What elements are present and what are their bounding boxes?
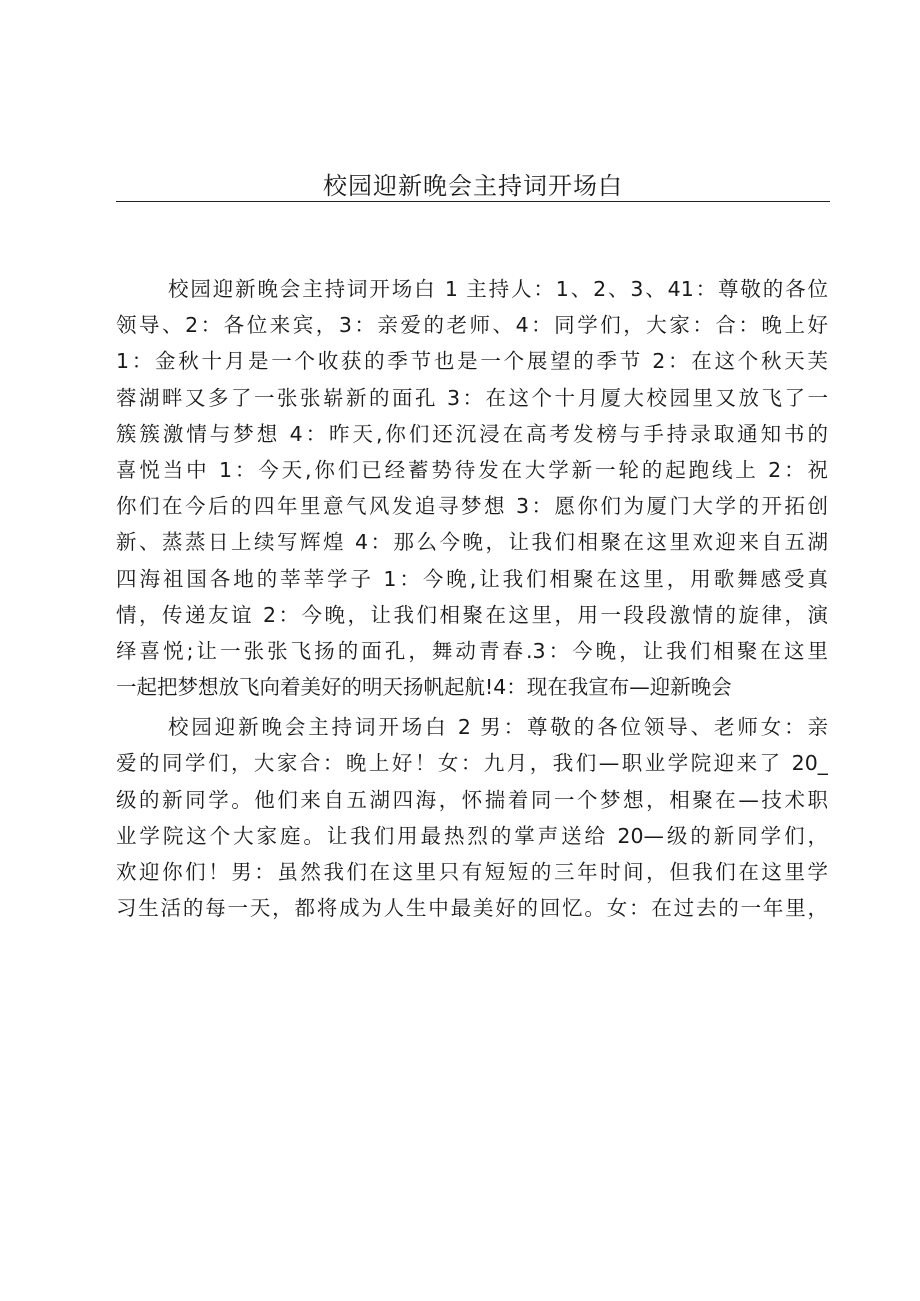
text-line: 校园迎新晚会主持词开场白 2 男：尊敬的各位领导、老师女：亲 <box>168 715 828 740</box>
text-line: 级的新同学。他们来自五湖四海，怀揣着同一个梦想，相聚在—技术职 <box>116 787 828 812</box>
text-line: 习生活的每一天，都将成为人生中最美好的回忆。女：在过去的一年里， <box>116 896 828 921</box>
text-line: 四海祖国各地的莘莘学子 1：今晚,让我们相聚在这里，用歌舞感受真 <box>116 566 828 591</box>
text-line: 你们在今后的四年里意气风发追寻梦想 3：愿你们为厦门大学的开拓创 <box>116 494 828 519</box>
text-line: 喜悦当中 1：今天,你们已经蓄势待发在大学新一轮的起跑线上 2：祝 <box>116 457 828 482</box>
text-line: 业学院这个大家庭。让我们用最热烈的掌声送给 20—级的新同学们， <box>116 823 828 848</box>
paragraph-2 <box>116 709 828 926</box>
text-line: 绎喜悦;让一张张飞扬的面孔，舞动青春.3：今晚，让我们相聚在这里 <box>116 638 828 663</box>
text-line: 新、蒸蒸日上续写辉煌 4：那么今晚，让我们相聚在这里欢迎来自五湖 <box>116 530 828 555</box>
text-line: 簇簇激情与梦想 4：昨天,你们还沉浸在高考发榜与手持录取通知书的 <box>116 421 828 446</box>
page-title: 校园迎新晚会主持词开场白 <box>323 172 623 200</box>
text-line: 爱的同学们，大家合：晚上好！女：九月，我们—职业学院迎来了 20_ <box>116 751 828 776</box>
paragraph-1 <box>116 271 828 705</box>
text-line: 一起把梦想放飞向着美好的明天扬帆起航!4：现在我宣布—迎新晚会 <box>116 675 732 700</box>
text-line: 蓉湖畔又多了一张张崭新的面孔 3：在这个十月厦大校园里又放飞了一 <box>116 385 828 410</box>
text-line: 欢迎你们！男：虽然我们在这里只有短短的三年时间，但我们在这里学 <box>116 860 828 884</box>
text-line: 校园迎新晚会主持词开场白 1 主持人：1、2、3、41：尊敬的各位 <box>168 277 828 301</box>
text-line: 领导、2：各位来宾，3：亲爱的老师、4：同学们，大家：合：晚上好 <box>116 313 828 338</box>
document-body <box>116 271 828 926</box>
text-line: 1：金秋十月是一个收获的季节也是一个展望的季节 2：在这个秋天芙 <box>116 349 828 374</box>
title-underline <box>116 201 830 202</box>
text-line: 情，传递友谊 2：今晚，让我们相聚在这里，用一段段激情的旋律，演 <box>116 602 828 627</box>
